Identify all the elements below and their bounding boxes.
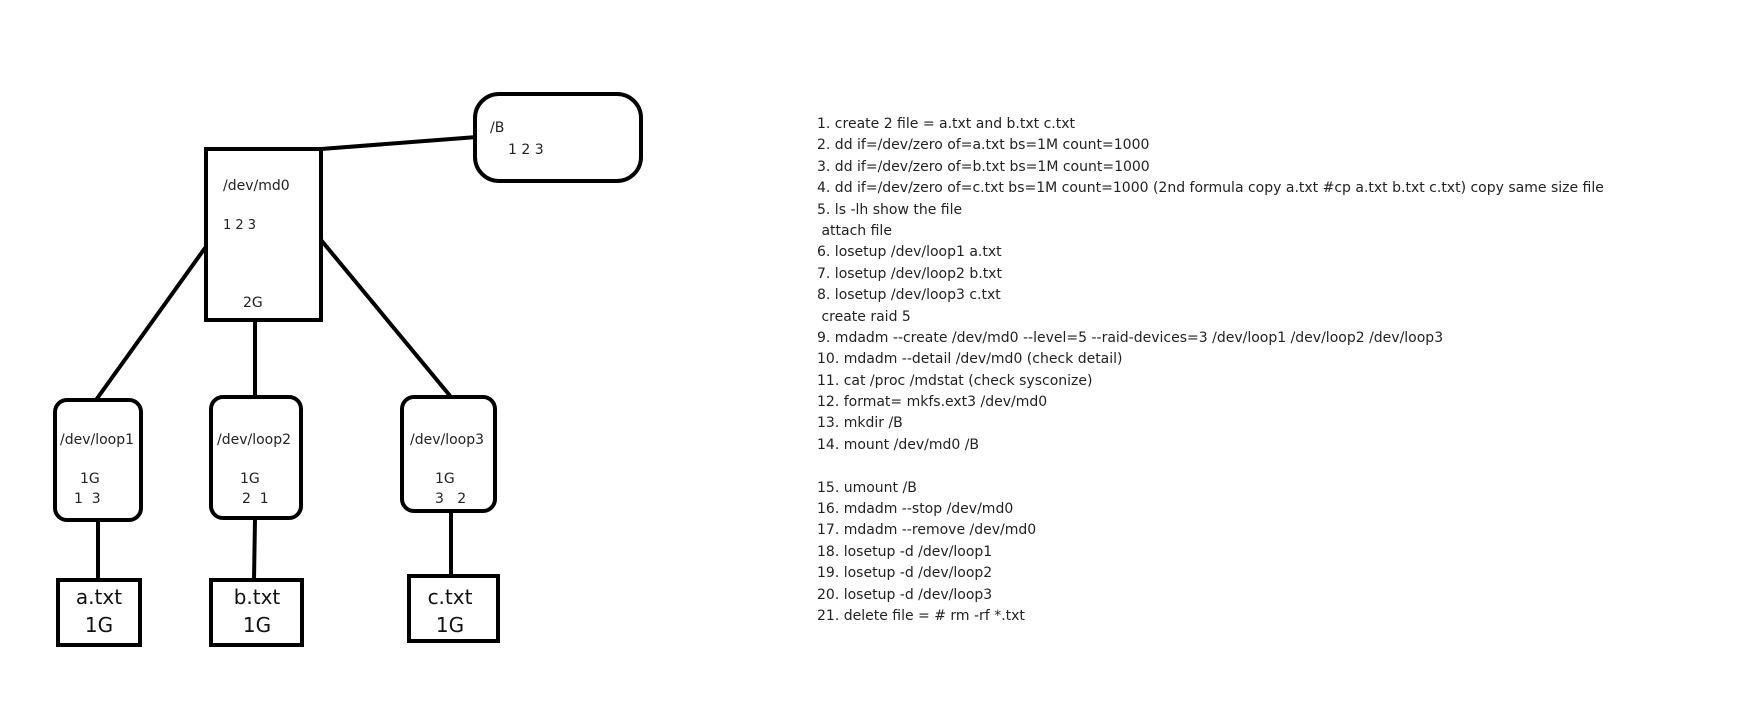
loop1-label: /dev/loop1 — [60, 432, 135, 448]
step-14: 14. mount /dev/md0 /B — [817, 436, 980, 453]
blank-line — [817, 456, 1677, 477]
step-1: 1. create 2 file = a.txt and b.txt c.txt — [817, 116, 1076, 132]
file-c-name: c.txt — [427, 585, 473, 609]
step-15: 15. umount /B — [817, 479, 917, 496]
loop1-sub: 1 3 — [74, 491, 101, 507]
mount-point-box — [475, 94, 641, 181]
mount-point-sub: 1 2 3 — [508, 142, 544, 158]
raid-diagram — [0, 0, 700, 701]
connector-md0-to-loop1 — [96, 248, 205, 400]
step-18: 18. losetup -d /dev/loop1 — [817, 543, 993, 560]
step-11: 11. cat /proc /mdstat (check sysconize) — [817, 372, 1093, 389]
step-21: 21. delete file = # rm -rf *.txt — [817, 608, 1025, 624]
step-7: 7. losetup /dev/loop2 b.txt — [817, 265, 1002, 282]
loop2-sub: 2 1 — [242, 491, 269, 507]
md0-size: 2G — [243, 295, 263, 311]
connector-md0-to-loop3 — [321, 240, 451, 397]
command-steps-list — [817, 114, 1677, 627]
step-17: 17. mdadm --remove /dev/md0 — [817, 522, 1037, 539]
section-attach-file: attach file — [817, 222, 892, 239]
file-b-name: b.txt — [233, 585, 281, 609]
step-12: 12. format= mkfs.ext3 /dev/md0 — [817, 394, 1048, 411]
step-13: 13. mkdir /B — [817, 415, 903, 432]
step-4: 4. dd if=/dev/zero of=c.txt bs=1M count=1000 (2nd formula copy a.txt #cp a.txt b.txt c.txt) copy same size file — [817, 180, 1604, 197]
step-19: 19. losetup -d /dev/loop2 — [817, 565, 993, 582]
step-6: 6. losetup /dev/loop1 a.txt — [817, 244, 1002, 261]
file-a-name: a.txt — [75, 585, 123, 609]
step-2: 2. dd if=/dev/zero of=a.txt bs=1M count=1000 — [817, 137, 1150, 154]
loop2-size: 1G — [240, 471, 260, 487]
step-8: 8. losetup /dev/loop3 c.txt — [817, 287, 1001, 304]
md0-sub: 1 2 3 — [223, 218, 257, 233]
file-b-size: 1G — [242, 613, 272, 637]
md0-box — [206, 149, 321, 320]
step-9: 9. mdadm --create /dev/md0 --level=5 --raid-devices=3 /dev/loop1 /dev/loop2 /dev/loop3 — [817, 329, 1444, 346]
connector-md0-to-mount — [321, 137, 477, 149]
loop1-size: 1G — [80, 471, 100, 487]
loop3-sub: 3 2 — [435, 491, 467, 507]
step-20: 20. losetup -d /dev/loop3 — [817, 586, 993, 603]
file-c-size: 1G — [435, 613, 465, 637]
connector-loop2-to-b — [254, 518, 255, 580]
loop2-label: /dev/loop2 — [217, 432, 292, 448]
file-a-size: 1G — [84, 613, 114, 637]
step-3: 3. dd if=/dev/zero of=b.txt bs=1M count=1000 — [817, 158, 1150, 175]
mount-point-label: /B — [490, 120, 505, 136]
loop3-size: 1G — [435, 471, 455, 487]
section-create-raid: create raid 5 — [817, 308, 911, 325]
step-16: 16. mdadm --stop /dev/md0 — [817, 501, 1014, 518]
step-10: 10. mdadm --detail /dev/md0 (check detail) — [817, 351, 1123, 368]
loop3-label: /dev/loop3 — [410, 432, 485, 448]
md0-label: /dev/md0 — [223, 178, 290, 194]
step-5: 5. ls -lh show the file — [817, 201, 963, 218]
